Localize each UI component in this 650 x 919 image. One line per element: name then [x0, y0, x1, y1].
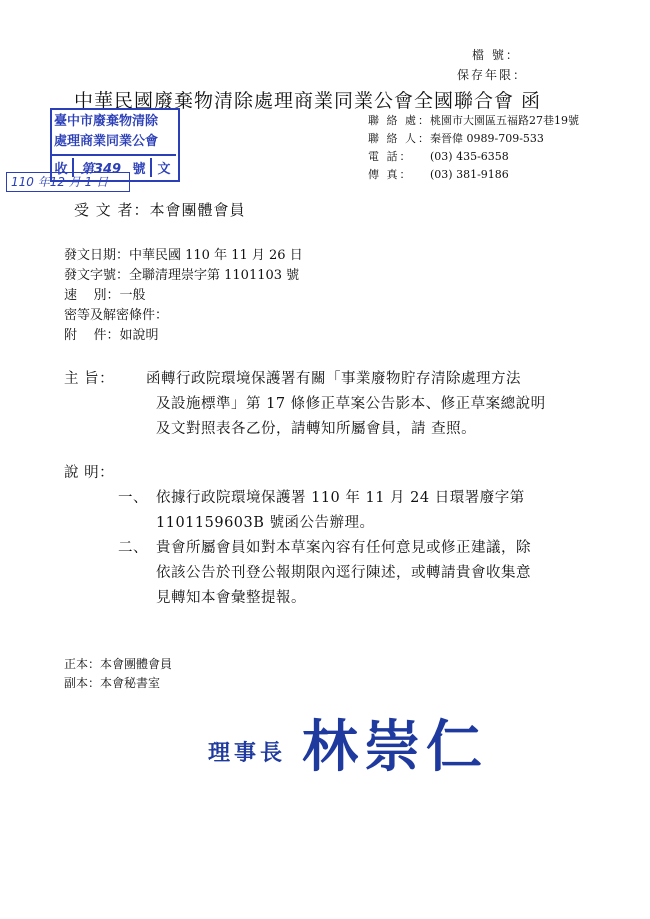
- stamp-date: 110 年12 月 1 日: [6, 172, 130, 192]
- recipient: 受 文 者：本會團體會員: [74, 201, 246, 219]
- contact-phone-label: 電 話：: [368, 150, 413, 163]
- explanation-item-2-line-3: 見轉知本會彙整提報。: [156, 590, 306, 606]
- copy-secondary: 副本：本會秘書室: [64, 676, 161, 690]
- explanation-label: 說 明：: [64, 465, 115, 481]
- explanation-item-1-line-2: 1101159603B 號函公告辦理。: [156, 515, 375, 531]
- retention-label: 保存年限：: [457, 68, 528, 82]
- subject-label: 主 旨：: [64, 371, 115, 387]
- classification: 密等及解密條件：: [64, 308, 169, 323]
- stamp-org-line1: 臺中市廢棄物清除: [54, 114, 159, 129]
- explanation-item-2-num: 二、: [118, 540, 148, 556]
- contact-address: [368, 112, 579, 128]
- urgency: 速 別：一般: [64, 288, 146, 303]
- issue-number: 發文字號：全聯清理崇字第 1101103 號: [64, 268, 300, 283]
- explanation-item-2-line-1: 貴會所屬會員如對本草案內容有任何意見或修正建議，除: [156, 540, 531, 556]
- contact-person: [368, 130, 544, 146]
- contact-person-value: 秦晉偉 0989-709-533: [430, 132, 544, 145]
- stamp-receipt-unit: 號: [128, 158, 152, 177]
- stamp-receipt-number: 第349: [80, 161, 122, 177]
- stamp-org-line2: 處理商業同業公會: [54, 134, 159, 149]
- stamp-receipt-suffix: 文: [157, 161, 171, 177]
- contact-phone: [368, 148, 509, 164]
- chairman-signature-seal: [190, 708, 490, 778]
- contact-fax-label: 傳 真：: [368, 168, 413, 181]
- contact-phone-value: (03) 435-6358: [430, 150, 509, 163]
- copy-primary: 正本：本會團體會員: [64, 657, 173, 671]
- stamp-receipt-prefix: 收: [50, 158, 74, 177]
- attachment: 附 件：如說明: [64, 328, 159, 343]
- explanation-item-1-line-1: 依據行政院環境保護署 110 年 11 月 24 日環署廢字第: [156, 490, 525, 506]
- subject-line-3: 及文對照表各乙份，請轉知所屬會員，請 查照。: [156, 421, 477, 437]
- contact-fax-value: (03) 381-9186: [430, 168, 509, 181]
- signature-title: 理事長: [208, 740, 287, 766]
- subject-line-2: 及設施標準」第 17 條修正草案公告影本、修正草案總說明: [156, 396, 546, 412]
- file-number-label: 檔 號：: [472, 48, 520, 62]
- contact-address-value: 桃園市大園區五福路27巷19號: [430, 114, 579, 127]
- explanation-item-1-num: 一、: [118, 490, 148, 506]
- contact-fax: [368, 166, 509, 182]
- org-title: 中華民國廢棄物清除處理商業同業公會全國聯合會 函: [74, 90, 542, 112]
- signature-name: 林崇仁: [302, 714, 488, 778]
- contact-person-label: 聯 絡 人：: [368, 132, 431, 145]
- contact-address-label: 聯 絡 處：: [368, 114, 431, 127]
- explanation-item-2-line-2: 依該公告於刊登公報期限內逕行陳述，或轉請貴會收集意: [156, 565, 531, 581]
- issue-date: 發文日期：中華民國 110 年 11 月 26 日: [64, 248, 303, 263]
- subject-line-1: 函轉行政院環境保護署有關「事業廢物貯存清除處理方法: [146, 371, 521, 387]
